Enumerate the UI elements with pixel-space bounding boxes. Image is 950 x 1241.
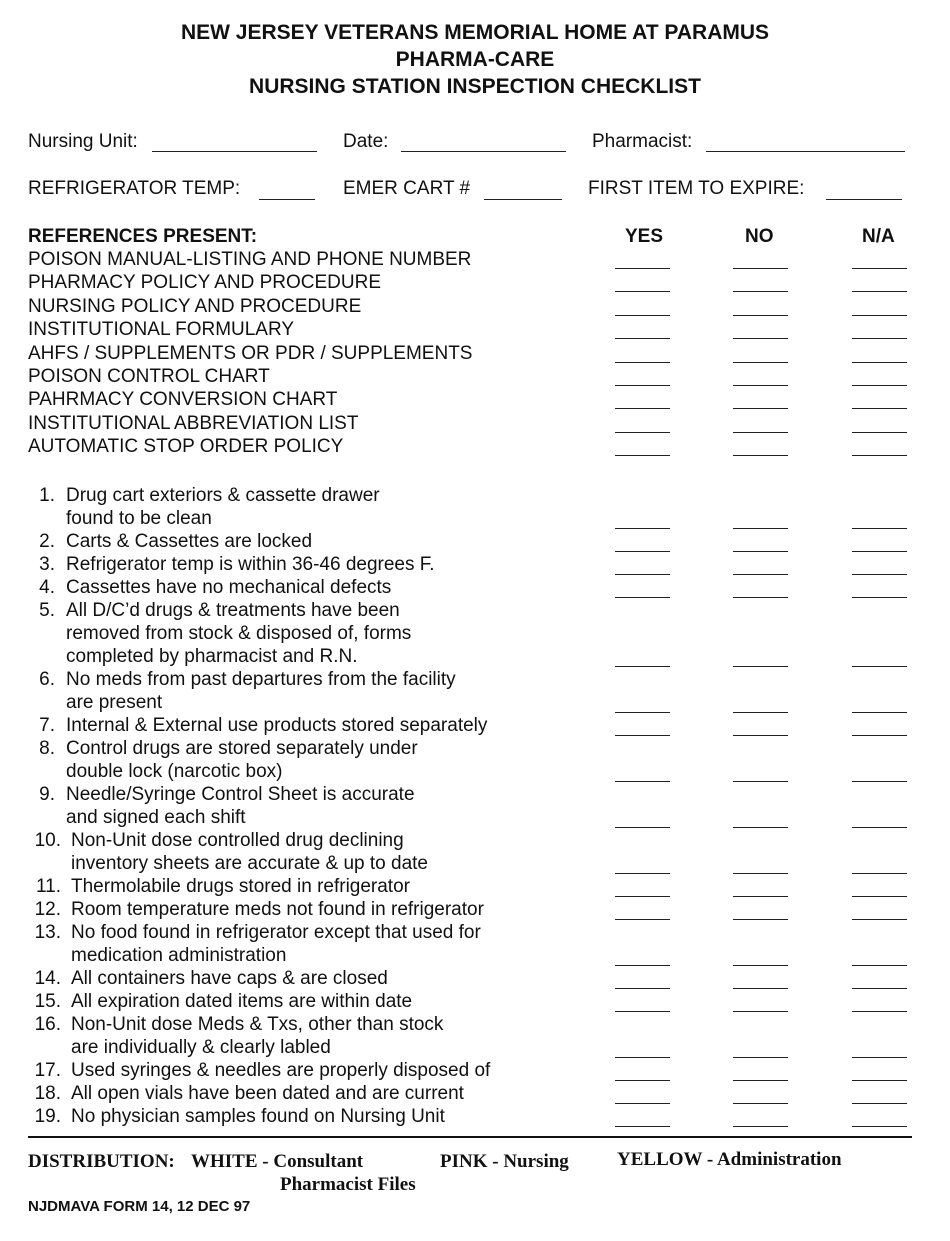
item-text: Used syringes & needles are properly disposed of [71,1060,491,1081]
item-no-line[interactable] [733,597,788,598]
item-text: All expiration dated items are within date [71,991,413,1012]
item-no-line[interactable] [733,574,788,575]
emer-cart-label: EMER CART # [343,178,471,199]
reference-yes-line[interactable] [615,362,670,363]
reference-no-line[interactable] [733,268,788,269]
item-yes-line[interactable] [615,735,670,736]
reference-na-line[interactable] [852,338,907,339]
item-yes-line[interactable] [615,965,670,966]
na-column-header: N/A [862,226,895,247]
item-number: 11. [35,876,61,897]
reference-item: PHARMACY POLICY AND PROCEDURE [28,272,381,294]
item-no-line[interactable] [733,528,788,529]
reference-yes-line[interactable] [615,291,670,292]
item-yes-line[interactable] [615,1103,670,1104]
item-number: 2. [39,531,55,552]
item-text: Drug cart exteriors & cassette drawer [66,485,380,506]
item-number: 8. [39,738,55,759]
item-number: 6. [39,669,55,690]
reference-yes-line[interactable] [615,408,670,409]
reference-item: PAHRMACY CONVERSION CHART [28,389,338,411]
item-no-line[interactable] [733,781,788,782]
reference-na-line[interactable] [852,408,907,409]
program-title: PHARMA-CARE [395,48,555,71]
reference-item: INSTITUTIONAL FORMULARY [28,319,295,341]
item-yes-line[interactable] [615,827,670,828]
item-no-line[interactable] [733,666,788,667]
reference-no-line[interactable] [733,432,788,433]
item-yes-line[interactable] [615,873,670,874]
item-na-line[interactable] [852,965,907,966]
reference-item: POISON CONTROL CHART [28,366,270,387]
item-yes-line[interactable] [615,1057,670,1058]
distribution-pink: PINK - Nursing [440,1151,569,1172]
item-na-line[interactable] [852,1057,907,1058]
reference-na-line[interactable] [852,268,907,269]
pharmacist-label: Pharmacist: [592,131,693,152]
distribution-white-line2: Pharmacist Files [280,1174,416,1195]
item-no-line[interactable] [733,873,788,874]
distribution-white: WHITE - Consultant [191,1151,364,1172]
item-number: 10. [34,830,61,851]
item-na-line[interactable] [852,1126,907,1127]
reference-no-line[interactable] [733,362,788,363]
item-text: All containers have caps & are closed [71,968,388,989]
item-na-line[interactable] [852,988,907,989]
reference-na-line[interactable] [852,291,907,292]
reference-na-line[interactable] [852,432,907,433]
item-yes-line[interactable] [615,597,670,598]
item-na-line[interactable] [852,574,907,575]
item-na-line[interactable] [852,597,907,598]
item-text: and signed each shift [66,807,246,828]
item-number: 18. [34,1083,61,1104]
item-text: Carts & Cassettes are locked [66,531,313,552]
reference-item: NURSING POLICY AND PROCEDURE [28,295,362,317]
item-na-line[interactable] [852,528,907,529]
item-text: removed from stock & disposed of, forms [66,623,412,644]
item-na-line[interactable] [852,666,907,667]
item-number: 1. [39,485,55,506]
item-no-line[interactable] [733,988,788,989]
institution-title: NEW JERSEY VETERANS MEMORIAL HOME AT PARAMUS [180,21,770,44]
distribution-yellow: YELLOW - Administration [617,1149,842,1170]
reference-no-line[interactable] [733,408,788,409]
item-number: 15. [34,991,61,1012]
item-text: Control drugs are stored separately under [66,738,418,759]
footer-divider [28,1136,912,1138]
form-id: NJDMAVA FORM 14, 12 DEC 97 [28,1198,251,1215]
distribution-label: DISTRIBUTION: [28,1151,175,1172]
item-yes-line[interactable] [615,666,670,667]
references-heading: REFERENCES PRESENT: [28,226,258,247]
item-text: No food found in refrigerator except that used for [71,922,481,943]
no-column-header: NO [745,226,774,247]
item-text: Cassettes have no mechanical defects [66,577,392,598]
reference-yes-line[interactable] [615,432,670,433]
item-text: Internal & External use products stored separately [66,715,488,736]
item-na-line[interactable] [852,1080,907,1081]
item-text: completed by pharmacist and R.N. [66,646,358,667]
item-number: 3. [39,554,55,575]
item-yes-line[interactable] [615,919,670,920]
first-item-field[interactable] [826,199,902,200]
reference-yes-line[interactable] [615,315,670,316]
reference-no-line[interactable] [733,455,788,456]
item-text: are individually & clearly labled [71,1037,331,1058]
reference-no-line[interactable] [733,315,788,316]
item-yes-line[interactable] [615,896,670,897]
item-no-line[interactable] [733,919,788,920]
nursing-unit-label: Nursing Unit: [28,131,138,152]
item-text: Refrigerator temp is within 36-46 degrees F. [66,554,435,575]
item-no-line[interactable] [733,896,788,897]
reference-item: AHFS / SUPPLEMENTS OR PDR / SUPPLEMENTS [28,342,473,364]
form-title: NURSING STATION INSPECTION CHECKLIST [249,75,701,98]
item-text: Room temperature meds not found in refrigerator [71,899,484,920]
item-yes-line[interactable] [615,1080,670,1081]
item-text: All open vials have been dated and are current [71,1083,464,1104]
item-yes-line[interactable] [615,1011,670,1012]
date-label: Date: [343,131,389,152]
item-text: Needle/Syringe Control Sheet is accurate [66,784,415,805]
item-yes-line[interactable] [615,1126,670,1127]
item-yes-line[interactable] [615,712,670,713]
reference-no-line[interactable] [733,338,788,339]
date-field[interactable] [401,151,566,152]
item-number: 9. [39,784,55,805]
item-no-line[interactable] [733,735,788,736]
item-no-line[interactable] [733,712,788,713]
item-na-line[interactable] [852,735,907,736]
item-na-line[interactable] [852,1103,907,1104]
item-number: 5. [39,600,55,621]
reference-na-line[interactable] [852,385,907,386]
item-yes-line[interactable] [615,528,670,529]
item-no-line[interactable] [733,1126,788,1127]
item-na-line[interactable] [852,896,907,897]
item-na-line[interactable] [852,551,907,552]
item-text: inventory sheets are accurate & up to date [71,853,428,874]
reference-yes-line[interactable] [615,385,670,386]
item-number: 19. [34,1106,61,1127]
reference-item: INSTITUTIONAL ABBREVIATION LIST [28,412,359,434]
item-number: 7. [39,715,55,736]
item-text: All D/C’d drugs & treatments have been [66,600,400,621]
reference-na-line[interactable] [852,362,907,363]
item-na-line[interactable] [852,873,907,874]
item-na-line[interactable] [852,781,907,782]
item-no-line[interactable] [733,965,788,966]
item-text: double lock (narcotic box) [66,761,283,782]
item-text: Thermolabile drugs stored in refrigerator [71,876,410,897]
item-text: Non-Unit dose Meds & Txs, other than stock [71,1014,444,1035]
item-no-line[interactable] [733,1103,788,1104]
item-na-line[interactable] [852,919,907,920]
yes-column-header: YES [625,226,664,247]
item-no-line[interactable] [733,551,788,552]
item-text: No meds from past departures from the facility [66,669,456,690]
item-number: 14. [34,968,61,989]
item-no-line[interactable] [733,827,788,828]
item-yes-line[interactable] [615,574,670,575]
reference-yes-line[interactable] [615,338,670,339]
reference-na-line[interactable] [852,315,907,316]
item-na-line[interactable] [852,712,907,713]
first-item-label: FIRST ITEM TO EXPIRE: [588,178,805,199]
item-number: 13. [34,922,61,943]
item-no-line[interactable] [733,1057,788,1058]
item-number: 16. [34,1014,61,1035]
reference-no-line[interactable] [733,385,788,386]
item-yes-line[interactable] [615,988,670,989]
item-yes-line[interactable] [615,781,670,782]
item-no-line[interactable] [733,1011,788,1012]
refrigerator-temp-field[interactable] [259,199,315,200]
item-text: medication administration [71,945,287,966]
pharmacist-field[interactable] [706,151,905,152]
reference-yes-line[interactable] [615,268,670,269]
reference-no-line[interactable] [733,291,788,292]
item-number: 4. [39,577,55,598]
reference-yes-line[interactable] [615,455,670,456]
item-no-line[interactable] [733,1080,788,1081]
refrigerator-temp-label: REFRIGERATOR TEMP: [28,178,241,199]
emer-cart-field[interactable] [484,199,562,200]
item-text: Non-Unit dose controlled drug declining [71,830,404,851]
item-na-line[interactable] [852,827,907,828]
item-yes-line[interactable] [615,551,670,552]
item-number: 12. [34,899,61,920]
item-text: No physician samples found on Nursing Unit [71,1106,445,1127]
item-na-line[interactable] [852,1011,907,1012]
reference-item: POISON MANUAL-LISTING AND PHONE NUMBER [28,249,472,270]
reference-na-line[interactable] [852,455,907,456]
nursing-unit-field[interactable] [152,151,317,152]
item-text: found to be clean [66,508,212,529]
reference-item: AUTOMATIC STOP ORDER POLICY [28,436,344,458]
item-number: 17. [34,1060,61,1081]
item-text: are present [66,692,163,713]
